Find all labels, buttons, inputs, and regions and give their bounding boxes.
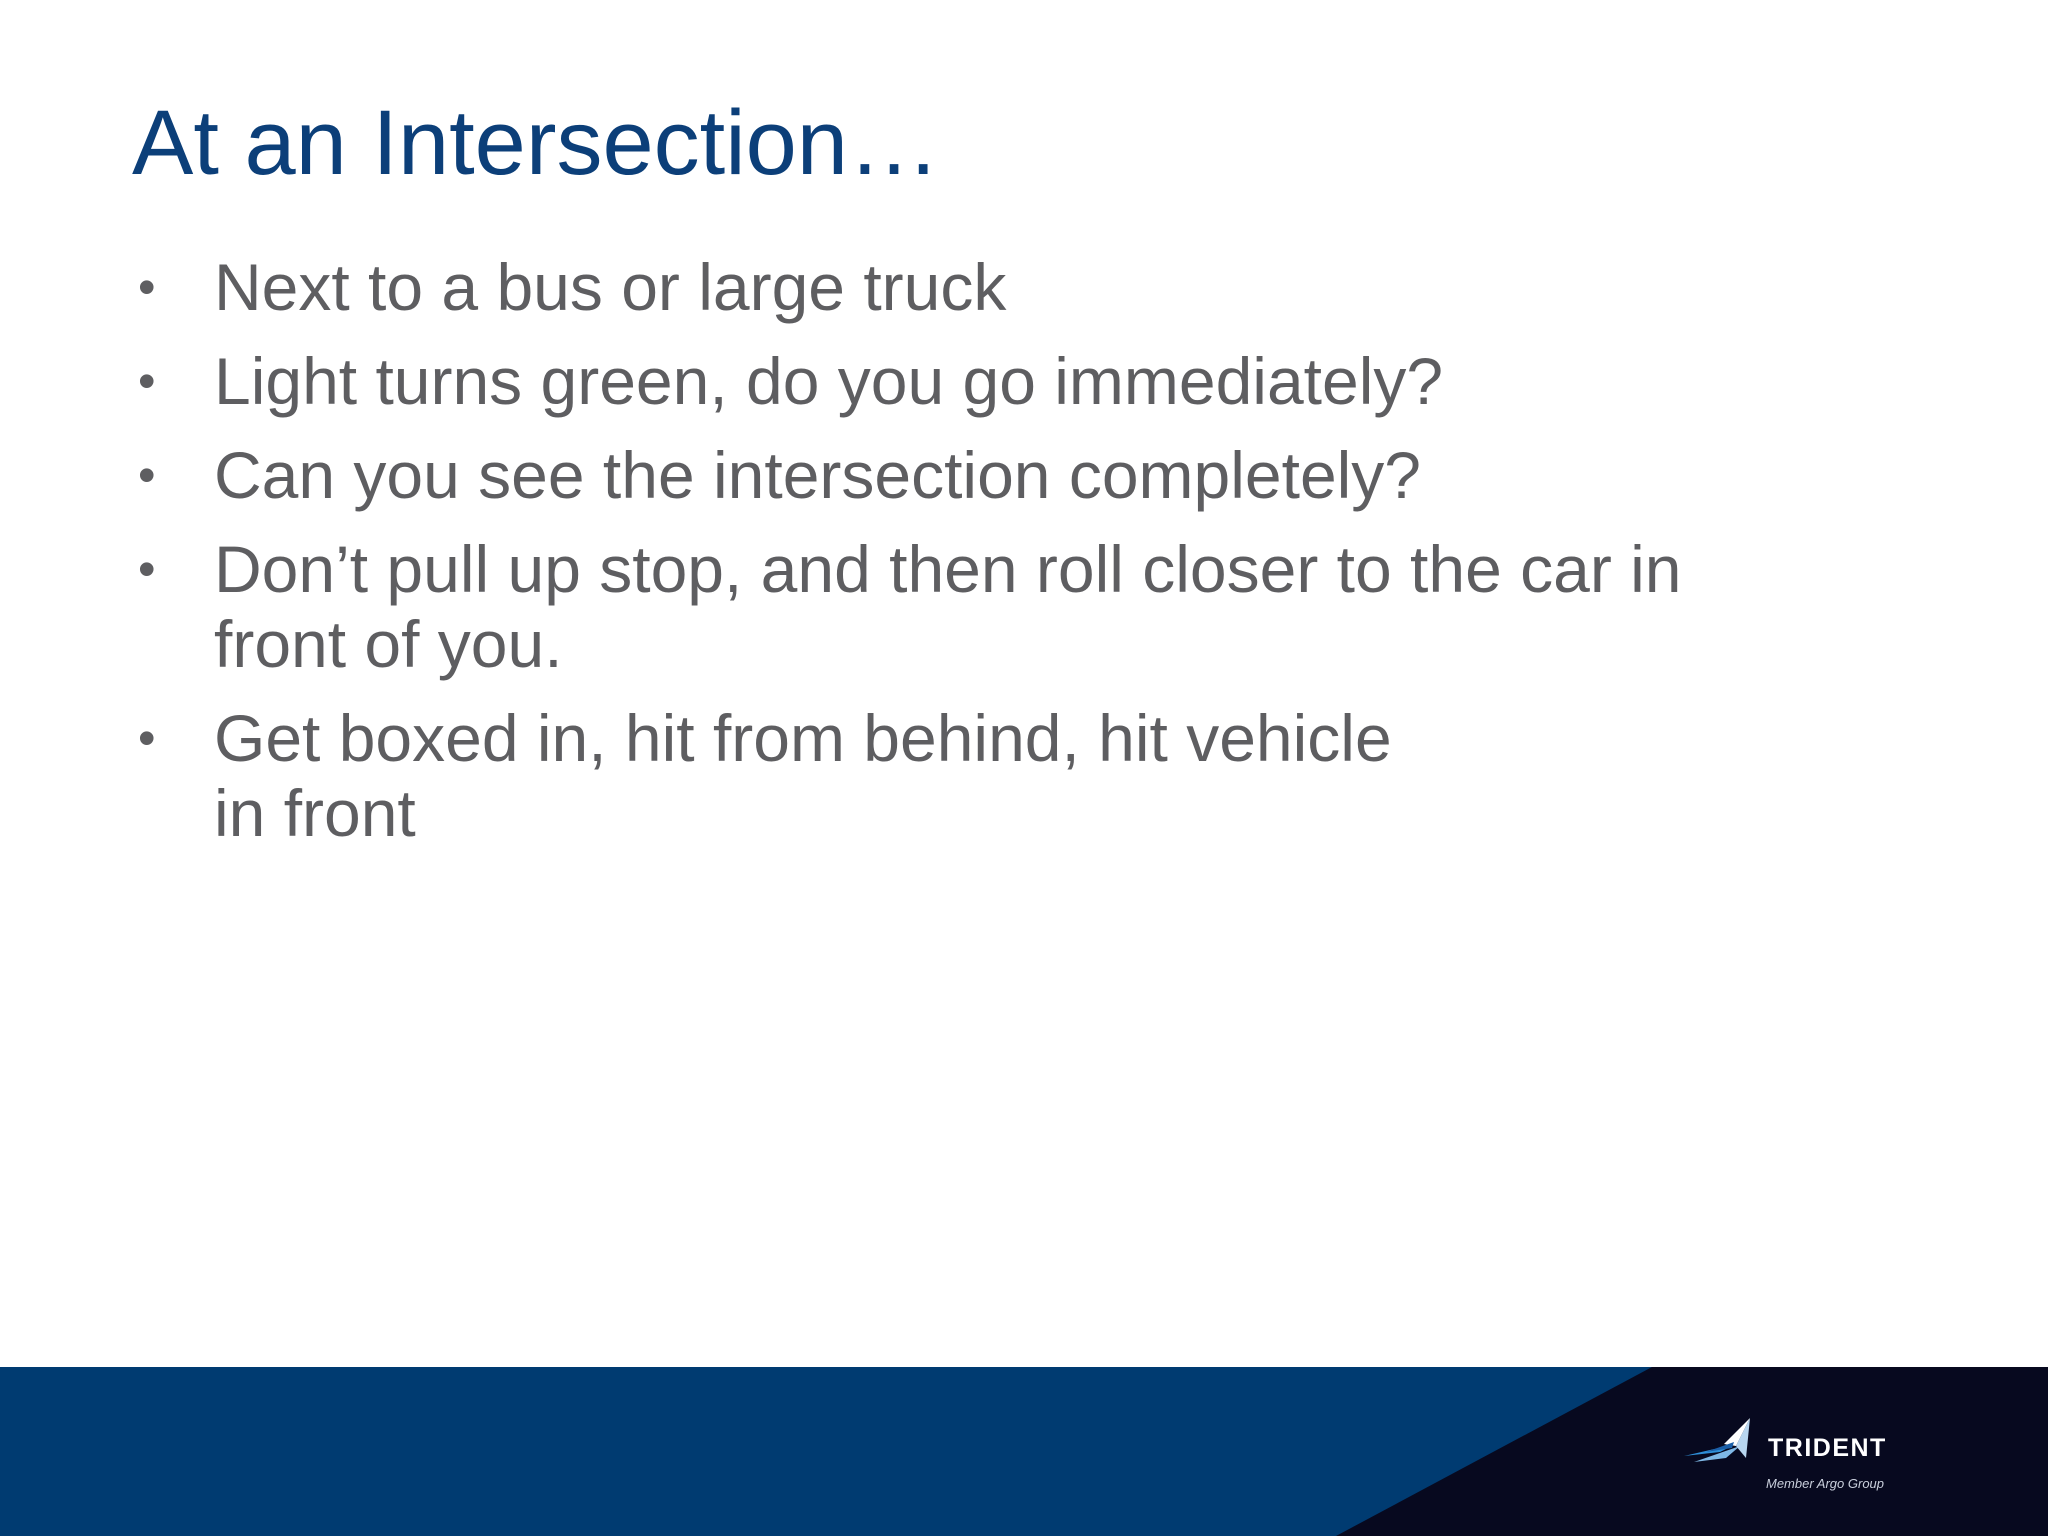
- bullet-text: Next to a bus or large truck: [214, 250, 1007, 324]
- logo-tagline: Member Argo Group: [1766, 1476, 1885, 1491]
- bullet-text: Get boxed in, hit from behind, hit vehicle: [214, 701, 1392, 775]
- bullet-item: [132, 532, 1832, 682]
- trident-logo-icon: [1676, 1412, 1766, 1472]
- bullet-text-continued: front of you.: [214, 607, 563, 681]
- trident-logo: [1676, 1410, 1916, 1520]
- bullet-item: [132, 438, 1832, 513]
- slide-title: At an Intersection…: [132, 92, 940, 194]
- bullet-dot-icon: •: [138, 353, 156, 409]
- bullet-item: [132, 701, 1832, 851]
- bullet-text: Don’t pull up stop, and then roll closer to the car in: [214, 532, 1682, 606]
- bullet-item: [132, 250, 1832, 325]
- bullet-dot-icon: •: [138, 447, 156, 503]
- bullet-dot-icon: •: [138, 259, 156, 315]
- bullet-dot-icon: •: [138, 541, 156, 597]
- bullet-text: Light turns green, do you go immediately?: [214, 344, 1444, 418]
- bullet-text: Can you see the intersection completely?: [214, 438, 1422, 512]
- bullet-list: [132, 250, 1832, 851]
- bullet-item: [132, 344, 1832, 419]
- bullet-text-continued: in front: [214, 776, 416, 850]
- bullet-dot-icon: •: [138, 710, 156, 766]
- logo-wordmark: TRIDENT: [1768, 1434, 1887, 1462]
